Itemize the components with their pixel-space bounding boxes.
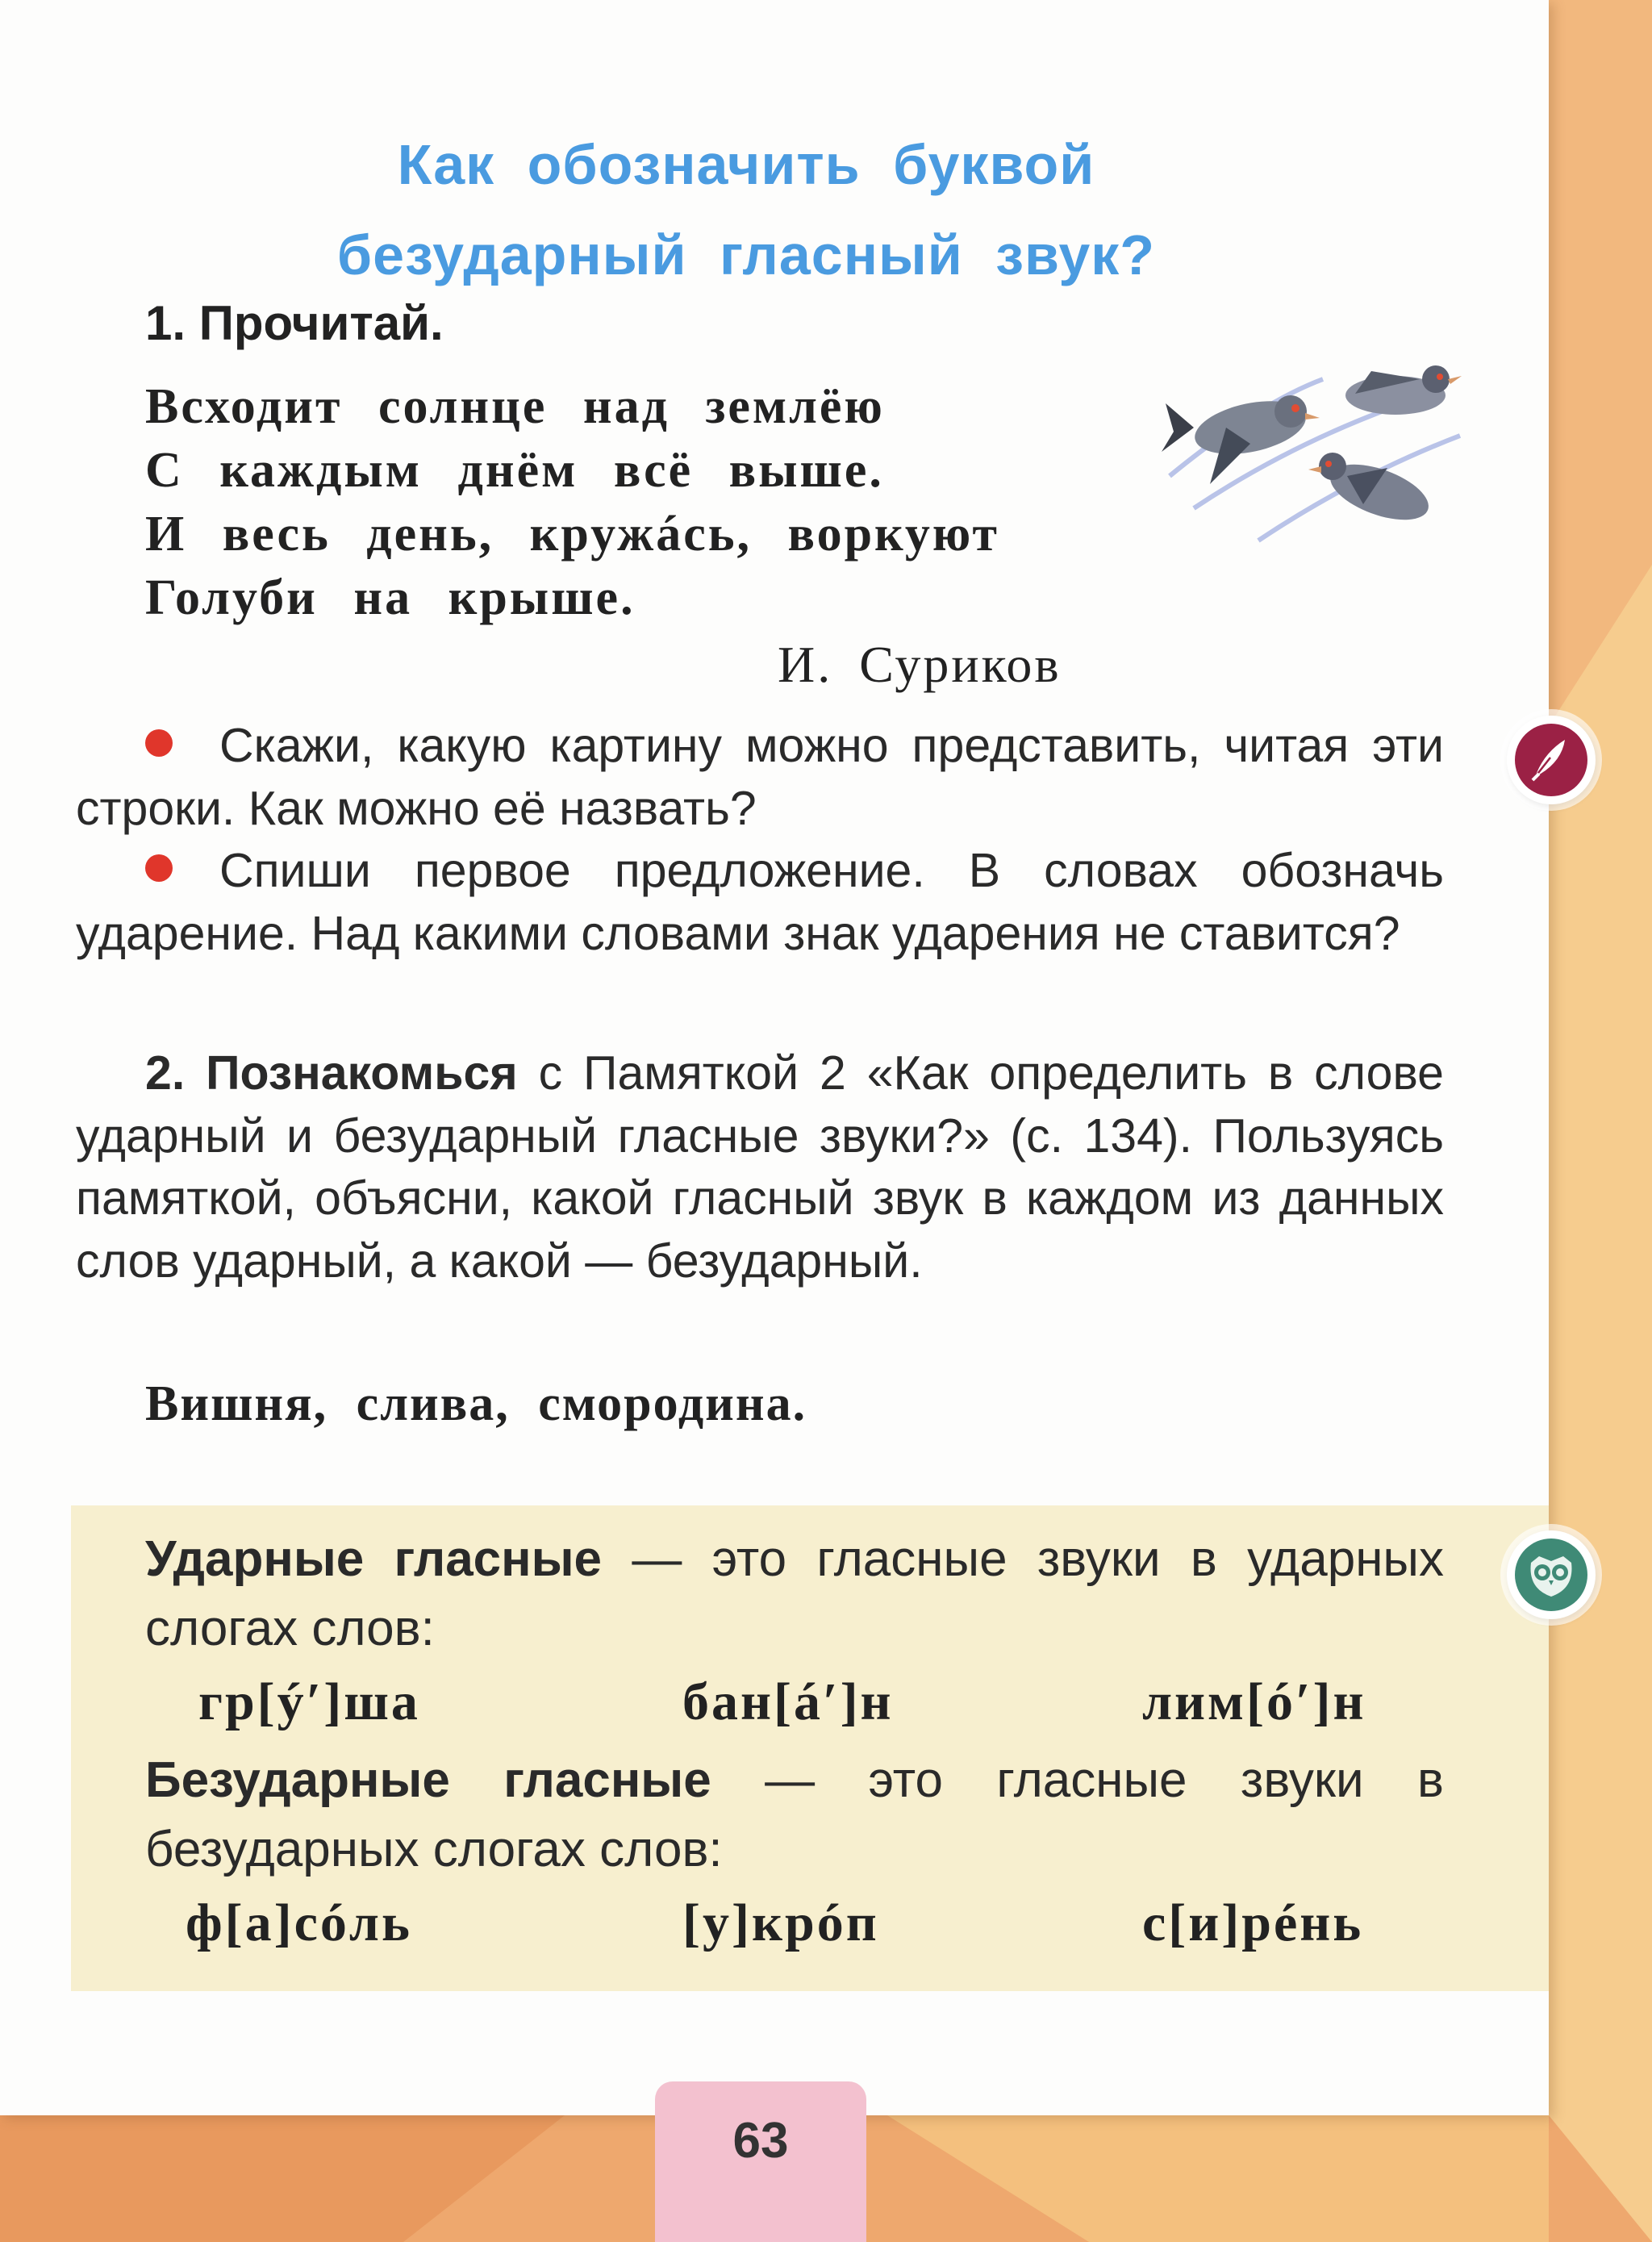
rule-stressed-term: Ударные гласные bbox=[145, 1531, 603, 1587]
poem-author: И. Суриков bbox=[778, 636, 1062, 693]
task-2-words: Вишня, слива, смородина. bbox=[145, 1376, 807, 1431]
page-title bbox=[0, 119, 1492, 300]
question-2-text: Спиши первое предложение. В словах обозначь ударение. Над какими словами знак ударения не ставится? bbox=[76, 844, 1444, 960]
rule-unstressed-term: Безударные гласные bbox=[145, 1752, 711, 1808]
bullet-icon bbox=[145, 729, 173, 757]
question-1-text: Скажи, какую картину можно представить, читая эти строки. Как можно её назвать? bbox=[76, 719, 1444, 835]
unstressed-example-3: с[и]рéнь bbox=[1142, 1893, 1364, 1952]
page-number: 63 bbox=[732, 2113, 789, 2169]
owl-icon bbox=[1515, 1539, 1587, 1611]
poem-line-3: И весь день, кружáсь, воркуют bbox=[145, 507, 999, 562]
title-line-2: безударный гласный звук? bbox=[336, 223, 1156, 286]
pen-icon bbox=[1515, 724, 1587, 796]
unstressed-example-2: [у]крóп bbox=[682, 1893, 879, 1952]
stressed-example-2: бан[áʹ]н bbox=[682, 1672, 894, 1731]
bullet-icon bbox=[145, 854, 173, 882]
stressed-example-3: лим[óʹ]н bbox=[1142, 1672, 1366, 1731]
poem-line-4: Голуби на крыше. bbox=[145, 570, 636, 625]
page-number-tab bbox=[655, 2081, 866, 2242]
unstressed-example-1: ф[а]сóль bbox=[186, 1893, 412, 1952]
task-2-heading: 2. Познакомься bbox=[145, 1046, 518, 1100]
rule-stressed bbox=[145, 1525, 1444, 1664]
poem-line-1: Всходит солнце над землёю bbox=[145, 379, 885, 434]
question-1 bbox=[76, 715, 1444, 840]
owl-badge bbox=[1507, 1530, 1596, 1619]
task-1-heading: 1. Прочитай. bbox=[145, 296, 444, 350]
poem-line-2: С каждым днём всё выше. bbox=[145, 443, 884, 498]
pen-badge bbox=[1507, 716, 1596, 804]
rule-unstressed-definition: — это гласные звуки в безударных слогах слов: bbox=[145, 1752, 1444, 1877]
task-2 bbox=[76, 1042, 1444, 1292]
stressed-example-1: гр[ýʹ]ша bbox=[198, 1672, 420, 1731]
rule-stressed-definition: — это гласные звуки в ударных слогах слов: bbox=[145, 1531, 1444, 1656]
question-2 bbox=[76, 840, 1444, 965]
pigeons-illustration bbox=[1162, 355, 1468, 549]
title-line-1: Как обозначить буквой bbox=[397, 133, 1095, 196]
poem bbox=[145, 375, 999, 630]
task-2-text: с Памяткой 2 «Как определить в слове ударный и безударный гласные звуки?» (с. 134). Пользуясь памяткой, объясни, какой гласный звук в каждом из данных слов ударный, а какой — безударный. bbox=[76, 1046, 1444, 1288]
rule-unstressed bbox=[145, 1746, 1444, 1885]
